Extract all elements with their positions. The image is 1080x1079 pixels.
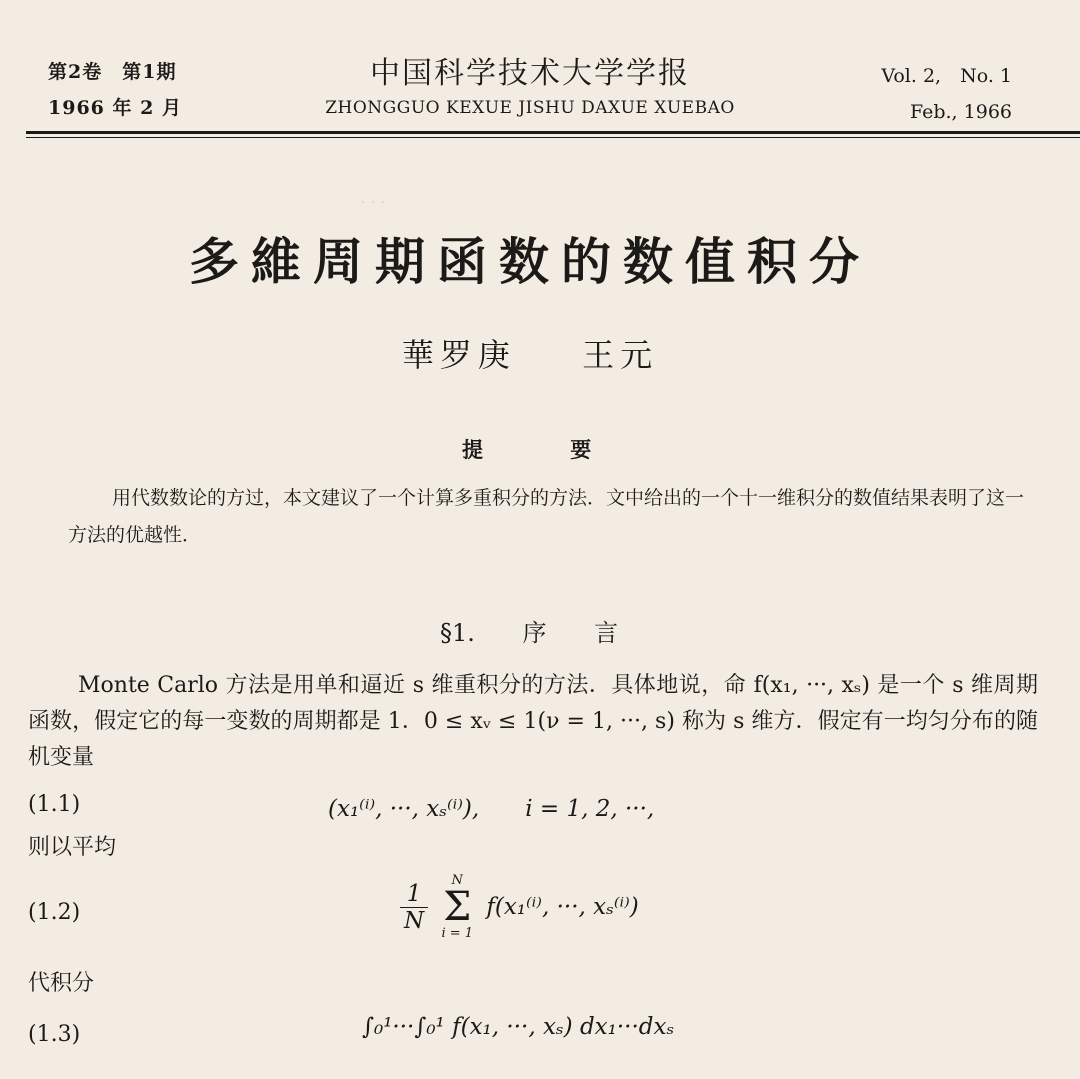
header-right (881, 58, 1012, 130)
summation (441, 874, 473, 940)
body-line: 代积分 (28, 971, 95, 996)
volume-issue-en: Vol. 2, No. 1 (881, 65, 1012, 87)
date-cn: 1966 年 2 月 (48, 97, 182, 119)
paper-title: 多維周期函数的数值积分 (189, 233, 871, 291)
equation-label: (1.2) (28, 900, 81, 925)
header-rule-thick (26, 131, 1080, 134)
body-line: 则以平均 (28, 835, 117, 860)
fraction-numerator: 1 (400, 881, 428, 908)
fraction-denominator: N (404, 907, 425, 934)
section-heading: §1. 序 言 (440, 619, 619, 647)
body-paragraph: Monte Carlo 方法是用单和逼近 s 维重积分的方法．具体地说，命 f(x₁, ···, xₛ) 是一个 s 维周期函数，假定它的每一变数的周期都是 1．0 ≤ xᵥ ≤ 1(ν = 1, ···, s) 称为 s 维方．假定有一均匀分布的随机变量 (28, 673, 1038, 770)
sigma-symbol: Σ (443, 884, 472, 930)
equation-1-3: ∫₀¹···∫₀¹ f(x₁, ···, xₛ) dx₁···dxₛ (362, 1014, 675, 1040)
sum-lower-limit: i = 1 (441, 926, 474, 941)
equation-1-1: (x₁⁽ⁱ⁾, ···, xₛ⁽ⁱ⁾), i = 1, 2, ···, (328, 796, 655, 822)
journal-name-cn: 中国科学技术大学学报 (370, 56, 690, 91)
fraction (400, 881, 428, 934)
header-center (290, 48, 770, 118)
header-rule-thin (26, 137, 1080, 138)
volume-issue-cn: 第2卷 第1期 (48, 61, 177, 83)
sum-upper-limit: N (451, 873, 463, 888)
summand: f(x₁⁽ⁱ⁾, ···, xₛ⁽ⁱ⁾) (486, 894, 639, 920)
abstract-text: 用代数数论的方过，本文建议了一个计算多重积分的方法．文中给出的一个十一维积分的数值结果表明了这一方法的优越性． (68, 487, 1025, 546)
date-en: Feb., 1966 (909, 101, 1012, 123)
equation-label: (1.1) (28, 792, 81, 817)
header-left (48, 54, 182, 126)
journal-name-pinyin: ZHONGGUO KEXUE JISHU DAXUE XUEBAO (325, 98, 735, 118)
equation-label: (1.3) (28, 1022, 81, 1047)
authors: 華罗庚 王元 (401, 336, 659, 374)
equation-1-2 (400, 874, 639, 940)
bleed-through-text: ．．． (360, 184, 400, 208)
abstract-heading: 提 要 (462, 437, 592, 462)
